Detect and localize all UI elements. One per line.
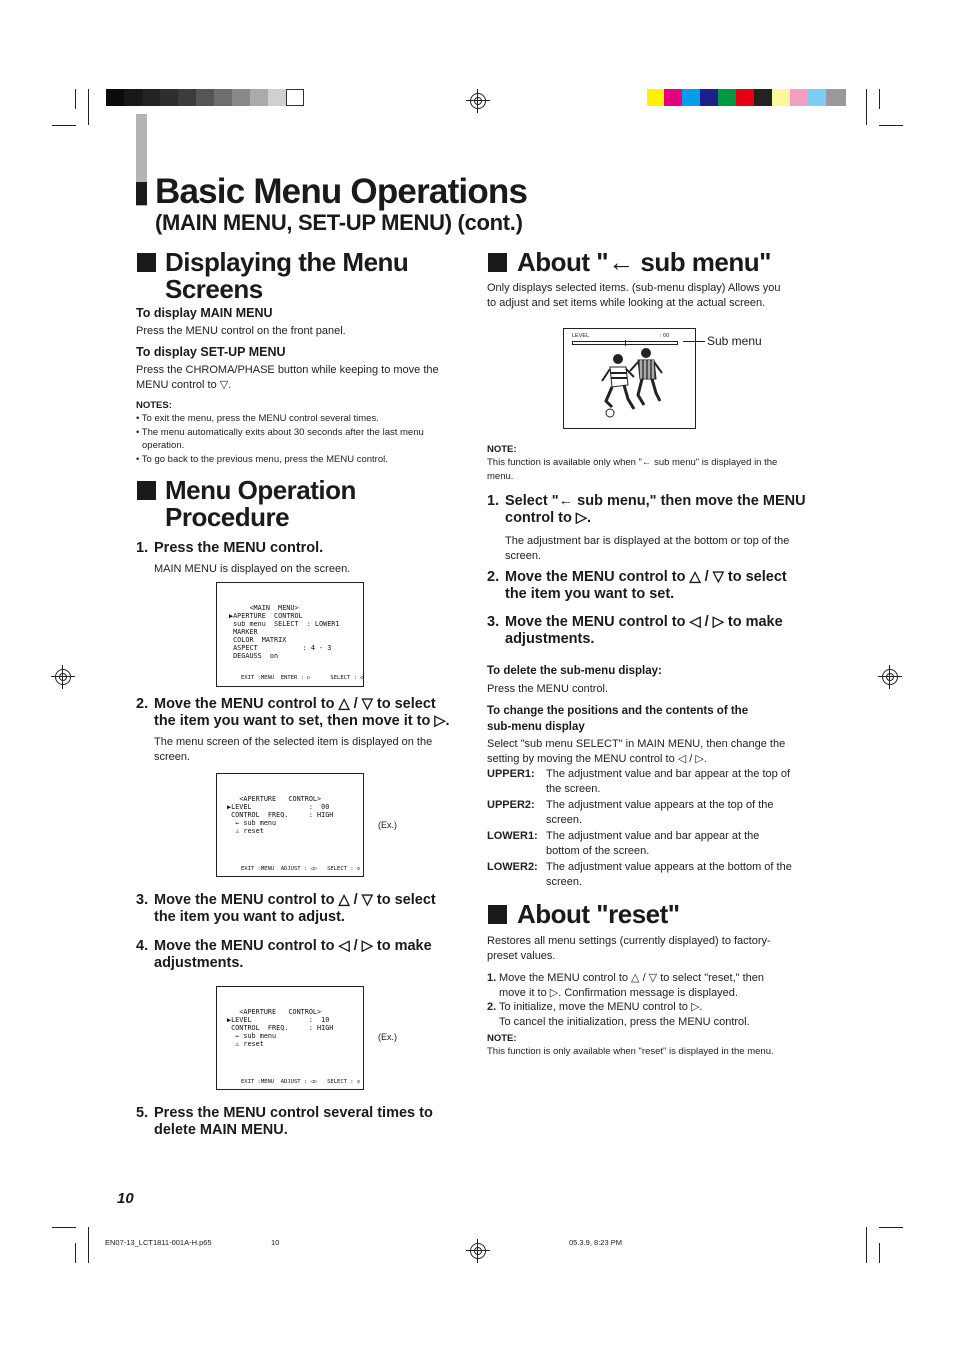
- soccer-players-image: [598, 347, 668, 423]
- definition-item: LOWER2: The adjustment value appears at the bottom of the screen.: [487, 861, 792, 888]
- definition-term: UPPER2:: [487, 799, 535, 811]
- definition-item: LOWER1: The adjustment value and bar appear at the bottom of the screen.: [487, 830, 760, 857]
- note-item: • To exit the menu, press the MENU control several times.: [136, 413, 379, 424]
- section-title-reset: About "reset": [517, 899, 680, 929]
- procedure-step-3: 3. Move the MENU control to △ / ▽ to select the item you want to adjust.: [136, 892, 436, 925]
- page-number: 10: [117, 1190, 134, 1207]
- definition-term: UPPER1:: [487, 768, 535, 780]
- note-item: • To go back to the previous menu, press the MENU control.: [136, 453, 388, 465]
- reset-step-1: 1. Move the MENU control to △ / ▽ to select "reset," then move it to ▷. Confirmation message is displayed.: [487, 972, 764, 999]
- submenu-step-1: 1. Select "← sub menu," then move the MENU control to ▷.: [487, 493, 806, 526]
- notes-list: [136, 412, 424, 466]
- header-title-block: [136, 182, 147, 205]
- procedure-step-1: 1. Press the MENU control.: [136, 540, 324, 556]
- step-2-desc: The menu screen of the selected item is displayed on the screen.: [154, 736, 433, 763]
- example-label: (Ex.): [378, 820, 397, 830]
- page-title: Basic Menu Operations: [155, 172, 528, 211]
- note-item: operation.: [142, 440, 185, 451]
- section-bullet: [488, 253, 507, 272]
- section-bullet: [488, 905, 507, 924]
- menu-footer: EXIT :MENU ENTER : ▷ SELECT : ◇: [241, 675, 364, 681]
- delete-submenu-heading: To delete the sub-menu display:: [487, 665, 662, 677]
- procedure-step-5: 5. Press the MENU control several times to delete MAIN MENU.: [136, 1105, 433, 1138]
- section-title-displaying: Displaying the Menu Screens: [165, 247, 409, 304]
- submenu-illustration: [563, 328, 696, 429]
- section-bullet: [137, 481, 156, 500]
- example-label: (Ex.): [378, 1032, 397, 1042]
- main-menu-heading: To display MAIN MENU: [136, 306, 273, 320]
- aperture-control-screen-2: [216, 986, 364, 1090]
- procedure-step-4: 4. Move the MENU control to ◁ / ▷ to make adjustments.: [136, 938, 432, 971]
- adjustment-bar: [572, 341, 678, 345]
- footer-timestamp: 05.3.9, 8:23 PM: [569, 1238, 622, 1247]
- step-1-desc: MAIN MENU is displayed on the screen.: [154, 563, 351, 575]
- submenu-callout-line: [683, 341, 705, 342]
- notes-heading: NOTES:: [136, 400, 172, 411]
- level-label: LEVEL: [572, 333, 590, 339]
- setup-menu-text: Press the CHROMA/PHASE button while keeping to move the MENU control to ▽.: [136, 364, 439, 391]
- submenu-note-text: This function is available only when "← sub menu" is displayed in the menu.: [487, 457, 778, 482]
- menu-footer: EXIT :MENU ADJUST : ◁▷ SELECT : ◇: [241, 866, 361, 872]
- change-positions-text: Select "sub menu SELECT" in MAIN MENU, then change the setting by moving the MENU control to ◁ / ▷.: [487, 738, 786, 765]
- definition-list: [487, 767, 817, 891]
- delete-submenu-text: Press the MENU control.: [487, 683, 609, 695]
- page-subtitle: (MAIN MENU, SET-UP MENU) (cont.): [155, 210, 523, 235]
- menu-lines: <APERTURE CONTROL> ▶LEVEL : 00 CONTROL FREQ. : HIGH ← sub menu ⚠ reset: [227, 795, 334, 835]
- main-menu-screen: [216, 582, 364, 687]
- main-menu-text: Press the MENU control on the front panel.: [136, 325, 346, 337]
- registration-mark-bottom: [470, 1243, 486, 1259]
- reset-note-text: This function is only available when "reset" is displayed in the menu.: [487, 1046, 774, 1057]
- submenu-step-1-desc: The adjustment bar is displayed at the bottom or top of the screen.: [505, 535, 790, 562]
- note-item: • The menu automatically exits about 30 seconds after the last menu: [136, 426, 424, 438]
- submenu-note-heading: NOTE:: [487, 444, 517, 455]
- registration-mark-right: [882, 669, 898, 685]
- section-title-submenu: About "← sub menu": [517, 247, 771, 277]
- level-value: : 00: [660, 333, 670, 339]
- footer-file-page: 10: [271, 1238, 280, 1247]
- section-bullet: [137, 253, 156, 272]
- menu-lines: <MAIN MENU> ▶APERTURE CONTROL sub menu SELECT : LOWER1 MARKER COLOR MATRIX ASPECT : 4 - 3 DEGAUSS on: [229, 604, 340, 660]
- submenu-step-2: 2. Move the MENU control to △ / ▽ to select the item you want to set.: [487, 569, 787, 602]
- menu-lines: <APERTURE CONTROL> ▶LEVEL : 10 CONTROL FREQ. : HIGH ← sub menu ⚠ reset: [227, 1008, 334, 1048]
- section-title-procedure: Menu Operation Procedure: [165, 475, 356, 532]
- reset-step-2: 2. To initialize, move the MENU control to ▷. To cancel the initialization, press the MENU control.: [487, 1001, 750, 1028]
- definition-item: UPPER2: The adjustment value appears at the top of the screen.: [487, 799, 774, 826]
- definition-item: UPPER1: The adjustment value and bar appear at the top of the screen.: [487, 768, 790, 795]
- submenu-step-3: 3. Move the MENU control to ◁ / ▷ to make adjustments.: [487, 614, 783, 647]
- definition-term: LOWER2:: [487, 861, 538, 873]
- registration-mark-left: [55, 669, 71, 685]
- registration-mark-top: [470, 93, 486, 109]
- change-positions-heading: To change the positions and the contents of the sub-menu display: [487, 705, 749, 733]
- reset-intro: Restores all menu settings (currently displayed) to factory- preset values.: [487, 935, 771, 962]
- procedure-step-2: 2. Move the MENU control to △ / ▽ to select the item you want to set, then move it to ▷.: [136, 696, 450, 729]
- reset-note-heading: NOTE:: [487, 1033, 517, 1044]
- aperture-control-screen-1: [216, 773, 364, 877]
- submenu-callout-label: Sub menu: [707, 334, 762, 348]
- setup-menu-heading: To display SET-UP MENU: [136, 345, 286, 359]
- submenu-intro: Only displays selected items. (sub-menu display) Allows you to adjust and set items while looking at the actual screen.: [487, 282, 781, 309]
- menu-footer: EXIT :MENU ADJUST : ◁▷ SELECT : ◇: [241, 1079, 361, 1085]
- definition-term: LOWER1:: [487, 830, 538, 842]
- footer-file-name: EN07-13_LCT1811-001A-H.p65: [105, 1238, 212, 1247]
